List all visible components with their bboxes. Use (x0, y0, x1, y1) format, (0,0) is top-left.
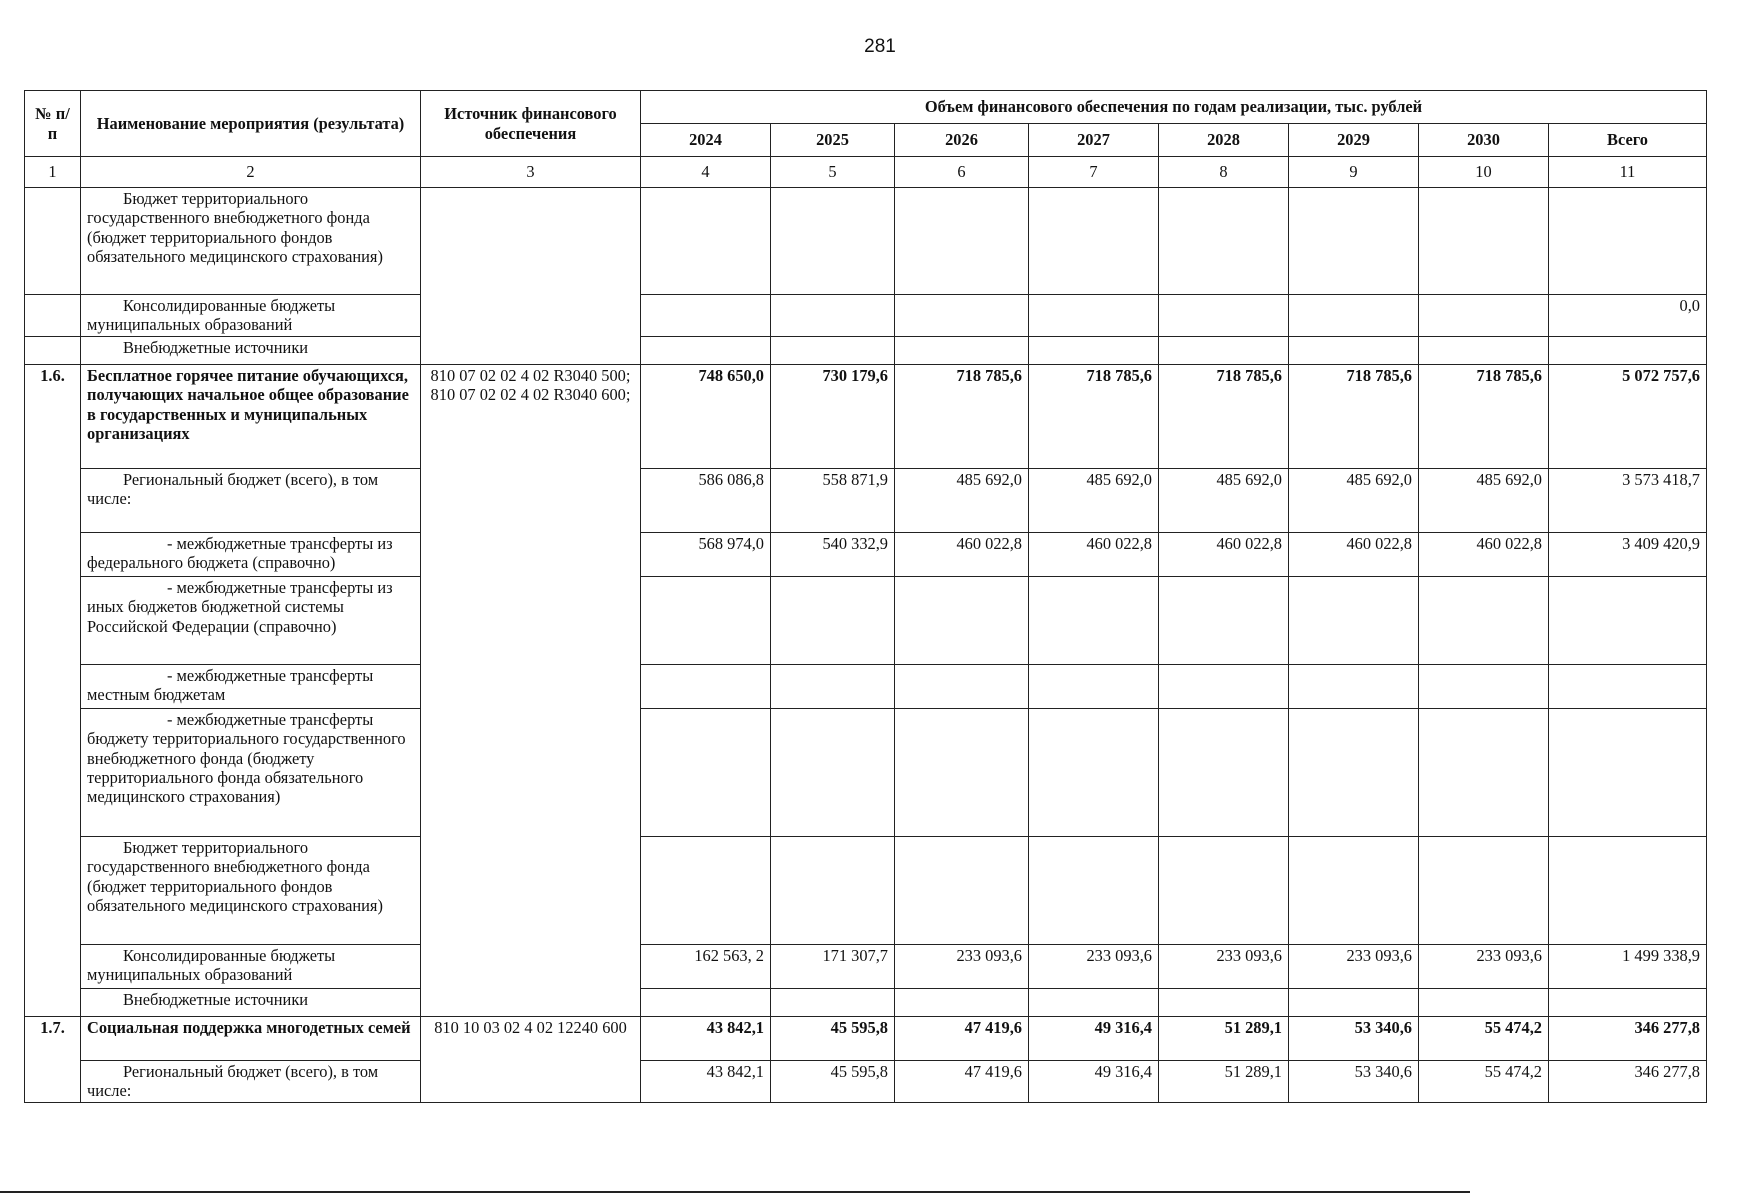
table-row (25, 469, 1707, 533)
value-cell: 460 022,8 (1419, 533, 1549, 577)
source-code: 810 10 03 02 4 02 12240 600 (421, 1017, 641, 1103)
header-year: 2028 (1159, 124, 1289, 157)
row-label: - межбюджетные трансферты бюджету территориального государственного внебюджетного фонда (бюджету территориального фонда обязательного медицинского страхования) (81, 709, 421, 837)
value-cell: 586 086,8 (641, 469, 771, 533)
value-cell: 0,0 (1549, 295, 1707, 337)
value-cell (1289, 665, 1419, 709)
column-number: 7 (1029, 157, 1159, 188)
value-cell (1289, 989, 1419, 1017)
value-cell (771, 295, 895, 337)
row-label: Консолидированные бюджеты муниципальных образований (81, 295, 421, 337)
value-cell (1289, 188, 1419, 295)
value-cell (641, 295, 771, 337)
table-row (25, 295, 1707, 337)
value-cell: 485 692,0 (1159, 469, 1289, 533)
value-cell (1029, 577, 1159, 665)
table-row (25, 1017, 1707, 1061)
header-year: 2026 (895, 124, 1029, 157)
row-label: Региональный бюджет (всего), в том числе: (81, 1061, 421, 1103)
value-cell: 485 692,0 (895, 469, 1029, 533)
value-cell: 460 022,8 (895, 533, 1029, 577)
value-cell (1029, 709, 1159, 837)
row-label: Региональный бюджет (всего), в том числе: (81, 469, 421, 533)
value-cell: 3 409 420,9 (1549, 533, 1707, 577)
value-cell (1549, 577, 1707, 665)
source-code: 810 07 02 02 4 02 R3040 500; 810 07 02 02 4 02 R3040 600; (421, 365, 641, 1017)
value-cell (895, 837, 1029, 945)
value-cell (1419, 577, 1549, 665)
value-cell (771, 337, 895, 365)
value-cell: 346 277,8 (1549, 1061, 1707, 1103)
value-cell (1289, 577, 1419, 665)
value-cell: 233 093,6 (895, 945, 1029, 989)
value-cell: 748 650,0 (641, 365, 771, 469)
value-cell (641, 709, 771, 837)
table-row (25, 365, 1707, 469)
table-row (25, 837, 1707, 945)
value-cell: 346 277,8 (1549, 1017, 1707, 1061)
row-label: Бюджет территориального государственного внебюджетного фонда (бюджет территориального фондов обязательного медицинского страхования) (81, 188, 421, 295)
value-cell: 3 573 418,7 (1549, 469, 1707, 533)
row-label: Консолидированные бюджеты муниципальных образований (81, 945, 421, 989)
value-cell: 568 974,0 (641, 533, 771, 577)
table-row (25, 577, 1707, 665)
header-row-1 (25, 91, 1707, 124)
value-cell (771, 188, 895, 295)
value-cell: 55 474,2 (1419, 1061, 1549, 1103)
value-cell (895, 709, 1029, 837)
header-total: Всего (1549, 124, 1707, 157)
index-cell (25, 188, 81, 295)
value-cell (1029, 295, 1159, 337)
value-cell: 55 474,2 (1419, 1017, 1549, 1061)
value-cell: 162 563, 2 (641, 945, 771, 989)
column-number: 9 (1289, 157, 1419, 188)
value-cell: 718 785,6 (1419, 365, 1549, 469)
value-cell: 51 289,1 (1159, 1017, 1289, 1061)
table-row (25, 533, 1707, 577)
value-cell: 460 022,8 (1289, 533, 1419, 577)
source-cell (421, 188, 641, 365)
column-number: 11 (1549, 157, 1707, 188)
value-cell (641, 989, 771, 1017)
value-cell (641, 665, 771, 709)
value-cell (1419, 295, 1549, 337)
value-cell (771, 709, 895, 837)
column-number: 10 (1419, 157, 1549, 188)
value-cell: 233 093,6 (1289, 945, 1419, 989)
value-cell (1549, 188, 1707, 295)
page-bottom-rule (0, 1191, 1470, 1193)
value-cell: 1 499 338,9 (1549, 945, 1707, 989)
value-cell (1159, 295, 1289, 337)
value-cell (1419, 188, 1549, 295)
column-number: 2 (81, 157, 421, 188)
value-cell (1419, 337, 1549, 365)
value-cell: 233 093,6 (1419, 945, 1549, 989)
row-label: - межбюджетные трансферты из иных бюджетов бюджетной системы Российской Федерации (справочно) (81, 577, 421, 665)
financing-table (24, 90, 1707, 1103)
value-cell: 45 595,8 (771, 1061, 895, 1103)
value-cell (1549, 337, 1707, 365)
value-cell (1159, 577, 1289, 665)
value-cell (1289, 337, 1419, 365)
row-label: - межбюджетные трансферты из федерального бюджета (справочно) (81, 533, 421, 577)
value-cell (1549, 837, 1707, 945)
value-cell: 485 692,0 (1419, 469, 1549, 533)
value-cell (895, 188, 1029, 295)
value-cell: 718 785,6 (1159, 365, 1289, 469)
value-cell: 485 692,0 (1029, 469, 1159, 533)
column-number: 8 (1159, 157, 1289, 188)
value-cell (771, 577, 895, 665)
value-cell: 460 022,8 (1029, 533, 1159, 577)
header-year: 2025 (771, 124, 895, 157)
value-cell (1549, 989, 1707, 1017)
row-label: - межбюджетные трансферты местным бюджетам (81, 665, 421, 709)
table-row (25, 945, 1707, 989)
value-cell: 43 842,1 (641, 1061, 771, 1103)
section-index: 1.7. (25, 1017, 81, 1103)
value-cell: 718 785,6 (1029, 365, 1159, 469)
value-cell: 718 785,6 (1289, 365, 1419, 469)
value-cell (1289, 837, 1419, 945)
row-label: Социальная поддержка многодетных семей (81, 1017, 421, 1061)
table-row (25, 665, 1707, 709)
value-cell: 51 289,1 (1159, 1061, 1289, 1103)
value-cell: 558 871,9 (771, 469, 895, 533)
header-year: 2029 (1289, 124, 1419, 157)
index-cell (25, 295, 81, 337)
page-number: 281 (864, 36, 896, 57)
column-number: 5 (771, 157, 895, 188)
section-index: 1.6. (25, 365, 81, 1017)
value-cell (1029, 837, 1159, 945)
value-cell (1159, 188, 1289, 295)
value-cell: 53 340,6 (1289, 1061, 1419, 1103)
value-cell: 53 340,6 (1289, 1017, 1419, 1061)
value-cell: 47 419,6 (895, 1061, 1029, 1103)
value-cell (641, 188, 771, 295)
value-cell (895, 577, 1029, 665)
table-row (25, 989, 1707, 1017)
value-cell (771, 989, 895, 1017)
value-cell (1419, 709, 1549, 837)
row-label: Внебюджетные источники (81, 989, 421, 1017)
value-cell (895, 295, 1029, 337)
value-cell (1029, 188, 1159, 295)
value-cell (771, 837, 895, 945)
value-cell: 171 307,7 (771, 945, 895, 989)
column-number: 1 (25, 157, 81, 188)
value-cell (1419, 989, 1549, 1017)
value-cell: 233 093,6 (1159, 945, 1289, 989)
value-cell (1289, 295, 1419, 337)
value-cell: 49 316,4 (1029, 1017, 1159, 1061)
header-source: Источник финансового обеспечения (421, 91, 641, 157)
row-label: Внебюджетные источники (81, 337, 421, 365)
table-row (25, 188, 1707, 295)
index-cell (25, 337, 81, 365)
value-cell (895, 989, 1029, 1017)
value-cell: 45 595,8 (771, 1017, 895, 1061)
value-cell (1289, 709, 1419, 837)
column-number: 3 (421, 157, 641, 188)
table-row (25, 1061, 1707, 1103)
value-cell: 43 842,1 (641, 1017, 771, 1061)
value-cell: 5 072 757,6 (1549, 365, 1707, 469)
value-cell: 540 332,9 (771, 533, 895, 577)
value-cell (1029, 989, 1159, 1017)
value-cell (641, 337, 771, 365)
value-cell (895, 665, 1029, 709)
value-cell (641, 837, 771, 945)
value-cell (1159, 837, 1289, 945)
value-cell (641, 577, 771, 665)
table-row (25, 709, 1707, 837)
value-cell: 460 022,8 (1159, 533, 1289, 577)
value-cell (1159, 989, 1289, 1017)
row-label: Бесплатное горячее питание обучающихся, получающих начальное общее образование в государственных и муниципальных организациях (81, 365, 421, 469)
value-cell (895, 337, 1029, 365)
value-cell (1159, 337, 1289, 365)
value-cell (1419, 665, 1549, 709)
header-volume: Объем финансового обеспечения по годам реализации, тыс. рублей (641, 91, 1707, 124)
value-cell: 730 179,6 (771, 365, 895, 469)
value-cell (1159, 665, 1289, 709)
value-cell (1549, 665, 1707, 709)
value-cell: 47 419,6 (895, 1017, 1029, 1061)
table-row (25, 337, 1707, 365)
column-numbers-row (25, 157, 1707, 188)
header-num: № п/п (25, 91, 81, 157)
header-year: 2030 (1419, 124, 1549, 157)
value-cell (1029, 337, 1159, 365)
value-cell: 718 785,6 (895, 365, 1029, 469)
value-cell: 485 692,0 (1289, 469, 1419, 533)
value-cell (1029, 665, 1159, 709)
value-cell (1549, 709, 1707, 837)
header-name: Наименование мероприятия (результата) (81, 91, 421, 157)
column-number: 4 (641, 157, 771, 188)
value-cell (1419, 837, 1549, 945)
header-year: 2027 (1029, 124, 1159, 157)
column-number: 6 (895, 157, 1029, 188)
row-label: Бюджет территориального государственного внебюджетного фонда (бюджет территориального фондов обязательного медицинского страхования) (81, 837, 421, 945)
header-year: 2024 (641, 124, 771, 157)
value-cell (771, 665, 895, 709)
value-cell: 49 316,4 (1029, 1061, 1159, 1103)
value-cell (1159, 709, 1289, 837)
value-cell: 233 093,6 (1029, 945, 1159, 989)
